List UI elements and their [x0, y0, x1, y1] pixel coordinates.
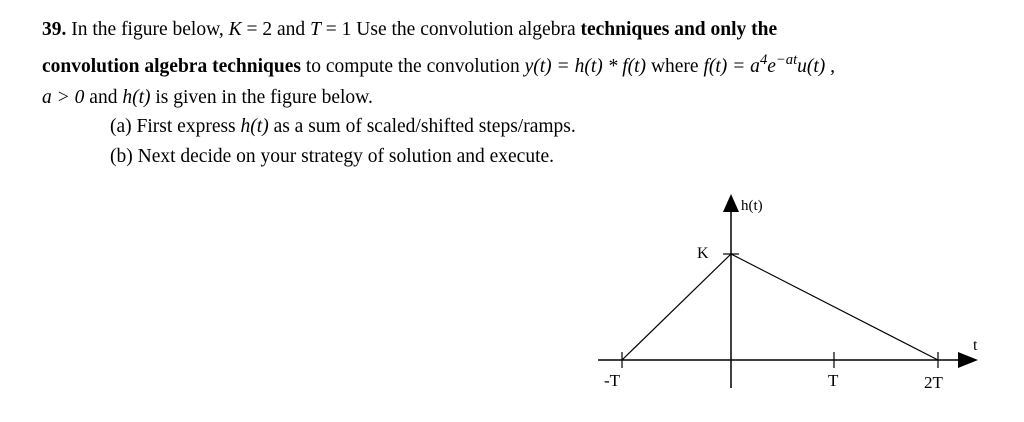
- part-b-text: Next decide on your strategy of solution and execute.: [137, 146, 555, 167]
- line1-text-1: In the figure below,: [71, 19, 224, 40]
- part-a-text-1: First express: [136, 116, 236, 137]
- tick-label-minus-t: -T: [604, 371, 621, 390]
- var-t: T: [310, 19, 321, 40]
- line1-text-3: = 1 Use the convolution algebra: [325, 19, 576, 40]
- x-axis-label: t: [973, 337, 978, 354]
- part-a-label: (a): [110, 116, 132, 137]
- line1-text-2: = 2 and: [246, 19, 306, 40]
- line3-text-1: and: [89, 87, 118, 108]
- a-condition: a > 0: [42, 87, 85, 108]
- y-axis-label: h(t): [741, 198, 763, 214]
- line3-text-2: is given in the figure below.: [155, 87, 373, 108]
- line2-text-1: to compute the convolution: [305, 56, 520, 77]
- part-a-text-2: as a sum of scaled/shifted steps/ramps.: [273, 116, 576, 137]
- var-k: K: [228, 19, 242, 40]
- problem-number: 39.: [42, 19, 67, 40]
- convolution-expression: y(t) = h(t) * f(t): [524, 56, 647, 77]
- line1-bold: techniques and only the: [580, 19, 778, 40]
- tick-label-2t: 2T: [924, 373, 943, 392]
- f-expression: $f(t) = a^4e^{-at}u(t)$ ,: [703, 51, 836, 77]
- x-axis-arrow: [958, 352, 978, 368]
- line2-bold: convolution algebra techniques: [42, 56, 301, 77]
- y-axis-arrow: [723, 194, 739, 212]
- part-b-label: (b): [110, 146, 133, 167]
- tick-label-t: T: [828, 371, 839, 390]
- peak-k-label: K: [697, 245, 709, 262]
- h-symbol: h(t): [122, 87, 151, 108]
- line2-text-2: where: [650, 56, 699, 77]
- part-a-h: h(t): [240, 116, 269, 137]
- h-rising-edge: [622, 254, 731, 360]
- h-falling-edge: [731, 254, 938, 360]
